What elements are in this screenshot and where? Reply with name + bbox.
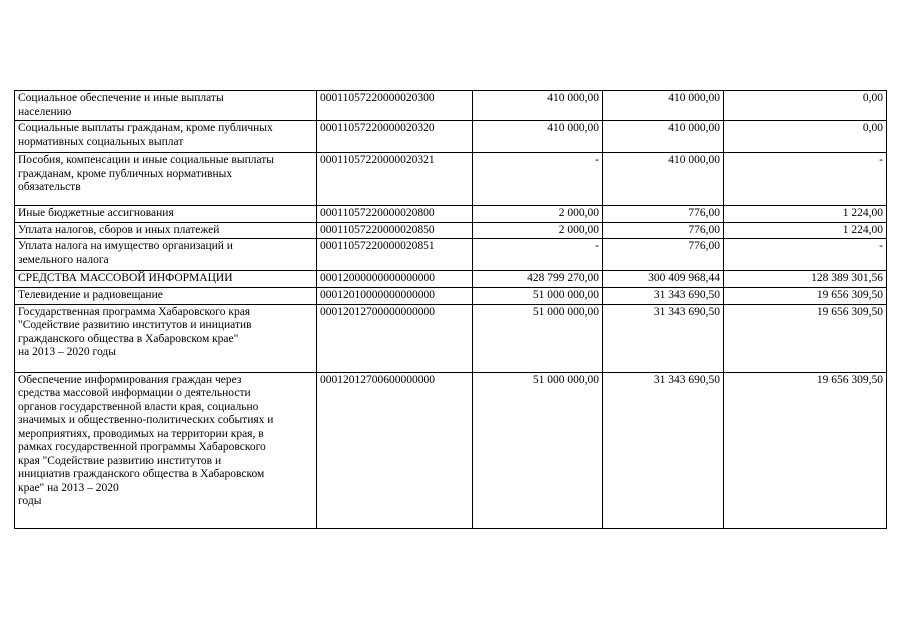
row-name: Социальное обеспечение и иные выплаты населению bbox=[15, 91, 317, 121]
row-value-3: 128 389 301,56 bbox=[724, 271, 887, 288]
row-code: 00012010000000000000 bbox=[317, 288, 473, 305]
row-value-1: 410 000,00 bbox=[473, 91, 603, 121]
row-name: Обеспечение информирования граждан через средства массовой информации о деятельности органов государственной власти края, социально значимых и общественно-политических событиях и мероприятиях, проводимых на территории края, в рамках государственной программы Хабаровского края "Содействие развитию институтов и инициатив гражданского общества в Хабаровском крае" на 2013 – 2020 годы bbox=[15, 372, 317, 528]
table-row bbox=[15, 304, 887, 372]
row-value-1: 51 000 000,00 bbox=[473, 288, 603, 305]
table-row bbox=[15, 91, 887, 121]
row-code: 00011057220000020800 bbox=[317, 206, 473, 223]
row-name: СРЕДСТВА МАССОВОЙ ИНФОРМАЦИИ bbox=[15, 271, 317, 288]
row-code: 00012012700600000000 bbox=[317, 372, 473, 528]
row-name: Пособия, компенсации и иные социальные выплаты гражданам, кроме публичных нормативных обязательств bbox=[15, 153, 317, 206]
table-row bbox=[15, 222, 887, 239]
budget-execution-table bbox=[14, 90, 887, 529]
row-value-3: 1 224,00 bbox=[724, 222, 887, 239]
row-name: Уплата налога на имущество организаций и земельного налога bbox=[15, 239, 317, 271]
row-value-2: 410 000,00 bbox=[603, 153, 724, 206]
table-row bbox=[15, 271, 887, 288]
row-value-1: 2 000,00 bbox=[473, 206, 603, 223]
row-value-1: 428 799 270,00 bbox=[473, 271, 603, 288]
row-value-2: 410 000,00 bbox=[603, 121, 724, 153]
row-value-3: - bbox=[724, 153, 887, 206]
row-value-3: 19 656 309,50 bbox=[724, 304, 887, 372]
row-name: Уплата налогов, сборов и иных платежей bbox=[15, 222, 317, 239]
row-value-2: 776,00 bbox=[603, 239, 724, 271]
row-code: 00012000000000000000 bbox=[317, 271, 473, 288]
table-row bbox=[15, 153, 887, 206]
row-code: 00011057220000020851 bbox=[317, 239, 473, 271]
row-value-3: 1 224,00 bbox=[724, 206, 887, 223]
row-code: 00011057220000020850 bbox=[317, 222, 473, 239]
row-value-2: 776,00 bbox=[603, 222, 724, 239]
row-value-1: 410 000,00 bbox=[473, 121, 603, 153]
row-code: 00012012700000000000 bbox=[317, 304, 473, 372]
row-code: 00011057220000020300 bbox=[317, 91, 473, 121]
row-code: 00011057220000020321 bbox=[317, 153, 473, 206]
row-value-3: 19 656 309,50 bbox=[724, 288, 887, 305]
table-row bbox=[15, 239, 887, 271]
row-value-1: 51 000 000,00 bbox=[473, 372, 603, 528]
table-row bbox=[15, 372, 887, 528]
row-name: Государственная программа Хабаровского края "Содействие развитию институтов и инициатив гражданского общества в Хабаровском крае" на 2013 – 2020 годы bbox=[15, 304, 317, 372]
row-value-2: 410 000,00 bbox=[603, 91, 724, 121]
row-code: 00011057220000020320 bbox=[317, 121, 473, 153]
table-row bbox=[15, 121, 887, 153]
row-value-1: - bbox=[473, 239, 603, 271]
row-value-2: 31 343 690,50 bbox=[603, 304, 724, 372]
row-value-1: 51 000 000,00 bbox=[473, 304, 603, 372]
row-value-3: - bbox=[724, 239, 887, 271]
row-value-1: - bbox=[473, 153, 603, 206]
row-value-1: 2 000,00 bbox=[473, 222, 603, 239]
row-value-3: 0,00 bbox=[724, 91, 887, 121]
row-value-3: 0,00 bbox=[724, 121, 887, 153]
row-name: Социальные выплаты гражданам, кроме публичных нормативных социальных выплат bbox=[15, 121, 317, 153]
table-row bbox=[15, 206, 887, 223]
row-value-2: 776,00 bbox=[603, 206, 724, 223]
row-name: Иные бюджетные ассигнования bbox=[15, 206, 317, 223]
row-value-2: 300 409 968,44 bbox=[603, 271, 724, 288]
row-value-2: 31 343 690,50 bbox=[603, 288, 724, 305]
row-value-3: 19 656 309,50 bbox=[724, 372, 887, 528]
row-value-2: 31 343 690,50 bbox=[603, 372, 724, 528]
row-name: Телевидение и радиовещание bbox=[15, 288, 317, 305]
table-row bbox=[15, 288, 887, 305]
